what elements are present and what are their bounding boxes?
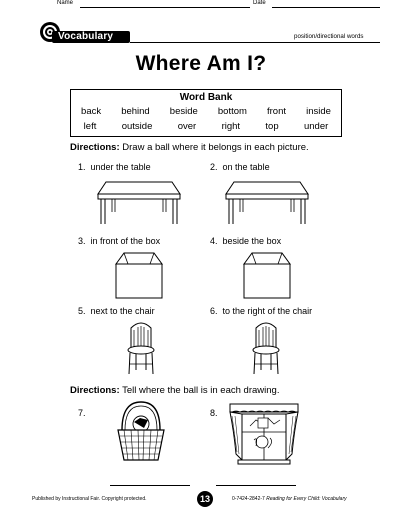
word: back — [81, 106, 102, 117]
word-bank — [70, 89, 342, 137]
date-label: Date — [253, 0, 266, 6]
directions-1 — [70, 142, 309, 153]
vocabulary-badge: Vocabulary — [52, 31, 130, 43]
item-number: 3. — [78, 236, 86, 246]
item-8-label — [210, 408, 218, 418]
item-6-label — [210, 306, 312, 316]
word: bottom — [217, 106, 247, 117]
item-text: to the right of the chair — [222, 306, 313, 316]
word: right — [221, 121, 241, 132]
item-number: 7. — [78, 408, 86, 418]
item-number: 5. — [78, 306, 86, 316]
table-drawing-2 — [224, 180, 310, 226]
item-text: under the table — [90, 162, 151, 172]
word-bank-row-1 — [71, 106, 341, 117]
word: left — [83, 121, 97, 132]
date-line — [272, 7, 380, 8]
name-label: Name — [57, 0, 74, 6]
directions-label: Directions: — [70, 142, 120, 153]
table-drawing-1 — [96, 180, 182, 226]
item-text: on the table — [222, 162, 270, 172]
item-5-label — [78, 306, 155, 316]
directions-label: Directions: — [70, 385, 120, 396]
item-text: in front of the box — [90, 236, 161, 246]
item-number: 6. — [210, 306, 218, 316]
name-line — [80, 7, 250, 8]
word: under — [303, 121, 329, 132]
item-3-label — [78, 236, 160, 246]
directions-text: Tell where the ball is in each drawing. — [122, 385, 280, 396]
box-drawing-4 — [240, 250, 294, 300]
book-info — [232, 496, 347, 502]
basket-drawing — [114, 400, 168, 462]
item-text: next to the chair — [90, 306, 155, 316]
box-drawing-3 — [112, 250, 166, 300]
publisher-note: Published by Instructional Fair. Copyright protected. — [32, 496, 147, 502]
word: over — [177, 121, 197, 132]
word: outside — [121, 121, 153, 132]
page-title: Where Am I? — [135, 52, 267, 75]
page-number: 13 — [197, 491, 213, 507]
word: behind — [121, 106, 150, 117]
isbn: 0-7424-2842-7 — [232, 496, 265, 502]
word: front — [267, 106, 287, 117]
directions-text: Draw a ball where it belongs in each picture. — [122, 142, 309, 153]
word: top — [265, 121, 279, 132]
topic-label: position/directional words — [294, 33, 364, 40]
item-number: 1. — [78, 162, 86, 172]
word: inside — [306, 106, 331, 117]
item-number: 2. — [210, 162, 218, 172]
footer-rule-left — [110, 485, 190, 486]
item-number: 8. — [210, 408, 218, 418]
item-2-label — [210, 162, 270, 172]
chair-drawing-5 — [125, 320, 157, 376]
window-drawing — [228, 402, 300, 466]
chair-drawing-6 — [250, 320, 282, 376]
directions-2 — [70, 385, 279, 396]
word: beside — [169, 106, 198, 117]
item-1-label — [78, 162, 151, 172]
footer-rule-right — [216, 485, 296, 486]
item-text: beside the box — [222, 236, 282, 246]
word-bank-row-2 — [71, 121, 341, 132]
item-number: 4. — [210, 236, 218, 246]
header-rule — [130, 42, 380, 43]
word-bank-title: Word Bank — [179, 92, 233, 103]
item-7-label — [78, 408, 86, 418]
book-title: Reading for Every Child: Vocabulary — [266, 496, 347, 502]
item-4-label — [210, 236, 281, 246]
